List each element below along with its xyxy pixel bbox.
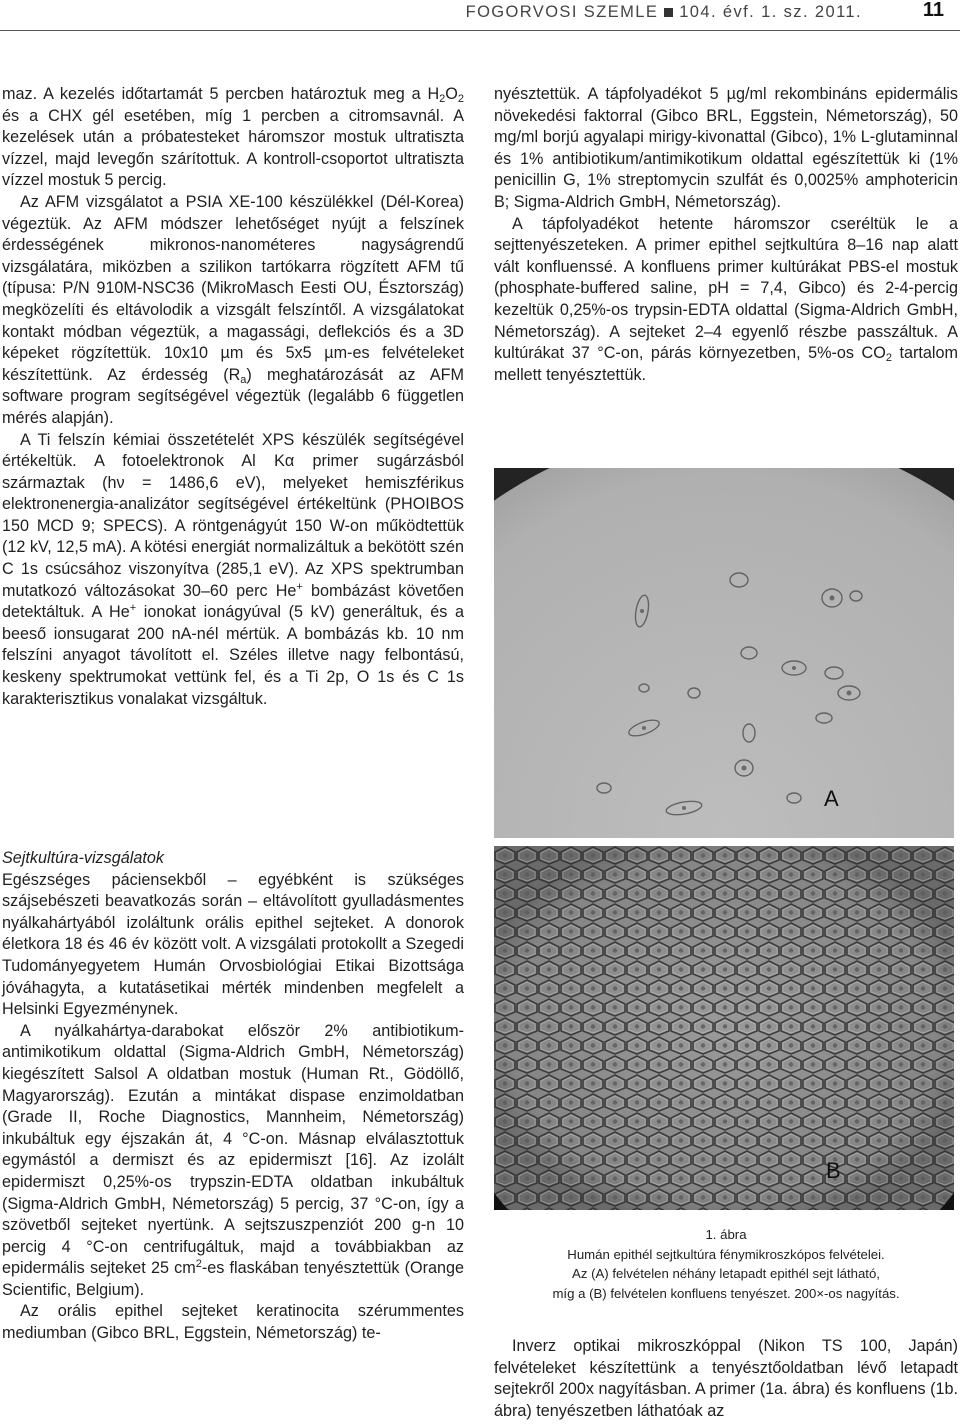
paragraph: [2, 84, 464, 192]
text-run: maz. A kezelés időtartamát 5 percben határoztuk meg a H: [2, 85, 440, 103]
issue-info: 104. évf. 1. sz. 2011.: [679, 3, 862, 21]
caption-line: míg a (B) felvételen konfluens tenyészet. 200×-os nagyítás.: [552, 1285, 900, 1301]
paragraph: Egészséges páciensekből – egyébként is szükséges szájsebészeti beavatkozás során – eltávolított gyulladásmentes nyálkahártyából izoláltunk orális epithel sejteket. A donorok életkora 18 és 46 év között volt. A vizsgálati protokollt a Szegedi Tudományegyetem Humán Orvosbiológiai Etikai Bizottsága jóváhagyta, a kutatásetikai mérték mindenben megfelelt a Helsinki Egyezménynek.: [2, 870, 464, 1019]
superscript: 2: [195, 1258, 202, 1271]
journal-name: FOGORVOSI SZEMLE: [465, 3, 659, 21]
panel-a-label: A: [824, 786, 839, 811]
superscript: +: [296, 580, 303, 593]
page-number: 11: [922, 0, 944, 21]
paragraph: [2, 430, 464, 711]
right-column-bottom: [494, 1336, 958, 1422]
text-run: bombázást követően detektáltuk. A He: [2, 581, 464, 622]
text-run: O: [445, 85, 458, 103]
text-run: -es flaskában tenyésztettük (Orange Scientific, Belgium).: [2, 1259, 464, 1299]
micrograph-panel-a: [494, 468, 954, 838]
micrograph-b-image: [494, 846, 954, 1210]
subscript: 2: [439, 93, 446, 105]
paragraph: [494, 214, 958, 387]
figure-caption: [494, 1225, 958, 1303]
panel-b-label: B: [826, 1158, 841, 1183]
text-run: A Ti felszín kémiai összetételét XPS készülék segítségével értékeltük. A fotoelektronok Al Kα primer sugárzásból származtak (hν = 1486,6 eV), melyeket hemiszférikus elektronenergia-analizátor segítségével értékeltünk (PHOIBOS 150 MCD 9; SPECS). A röntgenágyút 150 W-on működtettük (12 kV, 12,5 mA). A kötési energiát normalizáltuk a bekötött szén C 1s csúcsához viszonyítva (285,1 eV). Az XPS spektrumban mutatkozó változásokat 30–60 perc He: [2, 430, 464, 600]
micrograph-a-image: [494, 468, 954, 838]
left-column-bottom: [2, 848, 464, 1345]
paragraph: nyésztettük. A tápfolyadékot 5 µg/ml rekombináns epidermális növekedési faktorral (Gibco BRL, Eggstein, Németország), 50 mg/ml borjú agyalapi mirigy-kivonattal (Gibco), 1% L-glutaminnal és 1% antibiotikum/antimikotikum oldattal egészítettük ki (1% penicillin G, 1% streptomycin szulfát és 0,0025% amphotericin B; Sigma-Aldrich GmbH, Németország).: [494, 85, 958, 211]
micrograph-panel-b: [494, 846, 954, 1210]
left-column-top: [2, 84, 464, 710]
running-head: [466, 3, 862, 22]
header-rule: [0, 30, 960, 31]
subscript: 2: [885, 352, 892, 365]
paragraph: Inverz optikai mikroszkóppal (Nikon TS 100, Japán) felvételeket készítettünk a tenyésztőoldatban lévő letapadt sejtekről 200x nagyításban. A primer (1a. ábra) és konfluens (1b. ábra) tenyészetben láthatóak az: [494, 1337, 958, 1420]
text-run: Az AFM vizsgálatot a PSIA XE-100 készülékkel (Dél-Korea) végeztük. Az AFM módszer lehetőséget nyújt a felszínek érdességének mikronos-nanométeres nagyságrendű vizsgálatára, miközben a szilikon tartókarra rögzített AFM tű (típusa: P/N 910M-NSC36 (MikroMasch Eesti OU, Észtország) megközelíti és eltávolodik a vizsgált felszíntől. A vizsgálatokat kontakt módban végeztük, a magassági, deflekciós és a 3D képeket rögzítettük. 10x10 µm és 5x5 µm-es felvételeket készítettünk. Az érdesség (R: [2, 192, 464, 384]
section-heading: Sejtkultúra-vizsgálatok: [2, 849, 164, 867]
paragraph: [2, 192, 464, 430]
text-run: ionokat ionágyúval (5 kV) generáltuk, és a beeső ionsugarat 200 nA-nél mértük. A bombázás kb. 10 nm felszíni anyagot távolított el. Széles illetve nagy felbontású, keskeny spektrumokat vettünk fel, és a Ti 2p, O 1s és C 1s karakterisztikus vonalakat vizsgáltuk.: [2, 603, 464, 708]
text-run: és a CHX gél esetében, míg 1 percben a citromsavnál. A kezelések után a próbatesteket háromszor mostuk ultratiszta vízzel, majd levegőn szárítottuk. A kontroll-csoportot ultratiszta vízzel mostuk 5 percig.: [2, 106, 464, 190]
right-column-top: [494, 84, 958, 386]
text-run: ) meghatározását az AFM software program segítségével végeztük (legalább 6 független mérés alapján).: [2, 365, 464, 427]
paragraph: [2, 1021, 464, 1302]
paragraph: Az orális epithel sejteket keratinocita szérummentes mediumban (Gibco BRL, Eggstein, Németország) te-: [2, 1302, 464, 1343]
superscript: +: [129, 602, 137, 615]
text-run: A nyálkahártya-darabokat először 2% antibiotikum-antimikotikum oldattal (Sigma-Aldrich GmbH, Németország) kiegészített Salsol A oldatban mostuk (Human Rt., Gödöllő, Magyarország). Ezután a mintákat dispase enzimoldatban (Grade II, Roche Diagnostics, Mannheim, Németország) inkubáltuk egy éjszakán át, 4 °C-on. Másnap elválasztottuk egymástól a dermiszt és az epidermiszt [16]. Az izolált epidermiszt 0,25%-os trypszin-EDTA oldatban inkubáltuk (Sigma-Aldrich GmbH, Németország) 5 percig, 37 °C-on, így a szövetből sejteket nyertünk. A sejtszuszpenziót 200 g-n 10 percig 4 °C-on centrifugáltuk, majd a továbbiakban az epidermális sejteket 25 cm: [2, 1021, 464, 1278]
text-run: tartalom mellett tenyésztettük.: [494, 344, 958, 384]
caption-title: Humán epithél sejtkultúra fénymikroszkópos felvételei.: [567, 1246, 885, 1262]
page-header: [0, 0, 960, 40]
text-run: A tápfolyadékot hetente háromszor cseréltük le a sejttenyészeteken. A primer epithel sejtkultúra 8–16 nap alatt vált konfluenssé. A konfluens primer kultúrákat PBS-el mostuk (phosphate-buffered saline, pH = 7,4, Gibco) és 2-4-percig kezeltük 0,25%-os trypsin-EDTA oldattal (Sigma-Aldrich GmbH, Németország). A sejteket 2–4 egyenlő részbe passzáltuk. A kultúrákat 37 °C-on, párás környezetben, 5%-os CO: [494, 214, 958, 363]
subscript: a: [240, 373, 247, 386]
subscript: 2: [457, 93, 464, 105]
caption-figure-number: 1. ábra: [705, 1227, 747, 1242]
separator-square-icon: [664, 8, 673, 17]
caption-line: Az (A) felvételen néhány letapadt epithél sejt látható,: [572, 1266, 880, 1281]
